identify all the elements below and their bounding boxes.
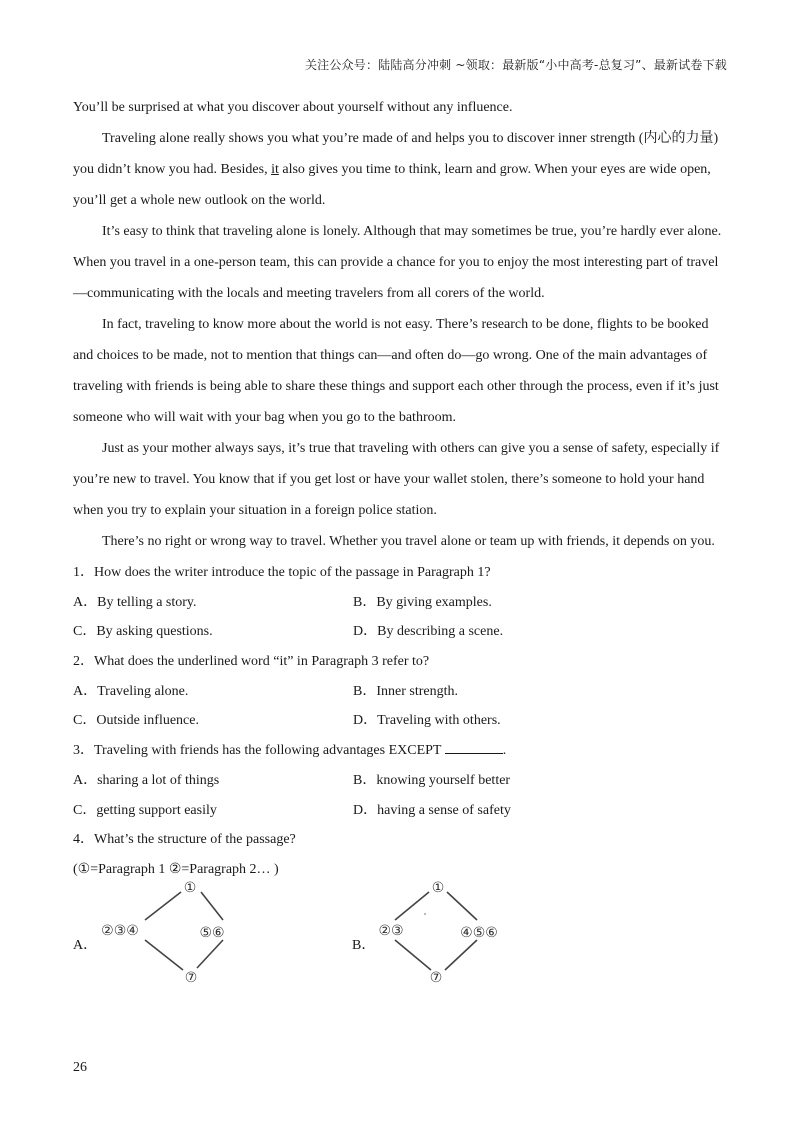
options-row	[73, 680, 728, 710]
diagram-line	[447, 892, 477, 920]
passage-line: Traveling alone really shows you what you’re made of and helps you to discover inner strength (内心的力量)	[102, 131, 719, 146]
option-c[interactable]: C．By asking questions.	[73, 624, 213, 640]
passage-line: you’re new to travel. You know that if you get lost or have your wallet stolen, there’s someone to hold your hand	[73, 472, 705, 487]
question-1: 1．How does the writer introduce the topic of the passage in Paragraph 1?	[73, 565, 491, 580]
diagram-line	[197, 940, 223, 968]
stray-dot	[424, 913, 426, 915]
page-header: 关注公众号：陆陆高分冲刺 ~领取：最新版“小中高考-总复习”、最新试卷下载	[304, 58, 727, 72]
node-left: ②③④	[101, 923, 139, 939]
node-left: ②③	[378, 923, 404, 939]
underlined-word-it: it	[271, 162, 279, 177]
passage-line: someone who will wait with your bag when you go to the bathroom.	[73, 410, 456, 425]
diagram-line	[445, 940, 477, 970]
passage-line-with-underline	[73, 158, 728, 189]
node-top: ①	[431, 880, 445, 896]
passage-line: There’s no right or wrong way to travel. Whether you travel alone or team up with friends, it depends on you.	[102, 534, 715, 549]
node-right: ④⑤⑥	[460, 925, 498, 941]
question-text: 3．Traveling with friends has the following advantages EXCEPT	[73, 743, 445, 759]
option-c[interactable]: C．getting support easily	[73, 802, 217, 818]
question-3	[73, 739, 728, 769]
question-2: 2．What does the underlined word “it” in Paragraph 3 refer to?	[73, 654, 430, 670]
text-fragment: you didn’t know you had. Besides,	[73, 162, 272, 177]
passage-line: when you try to explain your situation in a foreign police station.	[73, 503, 437, 518]
option-a[interactable]: A．Traveling alone.	[73, 683, 189, 699]
node-bottom: ⑦	[429, 970, 443, 986]
passage-line: In fact, traveling to know more about the world is not easy. There’s research to be done, flights to be booked	[102, 317, 709, 332]
structure-diagrams	[73, 874, 728, 994]
diagram-b	[373, 874, 513, 986]
option-a[interactable]: A．sharing a lot of things	[73, 772, 220, 788]
passage-line: you’ll get a whole new outlook on the world.	[73, 193, 326, 208]
option-d[interactable]: D．By describing a scene.	[353, 624, 504, 640]
passage-line: traveling with friends is being able to share these things and support each other through the process, even if it’s just	[73, 379, 719, 394]
passage-line: —communicating with the locals and meeting travelers from all corers of the world.	[73, 286, 545, 301]
passage-line: You’ll be surprised at what you discover about yourself without any influence.	[73, 100, 513, 115]
option-a-label[interactable]: A．	[73, 938, 98, 953]
diagram-line	[145, 940, 183, 970]
text-fragment: also gives you time to think, learn and grow. When your eyes are wide open,	[278, 162, 711, 177]
option-b[interactable]: B．Inner strength.	[353, 683, 458, 699]
question-end: .	[502, 743, 507, 759]
option-b[interactable]: B．By giving examples.	[353, 594, 492, 610]
passage-line: When you travel in a one-person team, this can provide a chance for you to enjoy the most interesting part of travel	[73, 255, 719, 270]
options-row	[73, 709, 728, 739]
diagram-a	[97, 874, 237, 986]
passage-line: Just as your mother always says, it’s true that traveling with others can give you a sense of safety, especially if	[102, 441, 720, 456]
passage-line: It’s easy to think that traveling alone is lonely. Although that may sometimes be true, you’re hardly ever alone.	[102, 224, 722, 239]
passage-line: and choices to be made, not to mention that things can—and often do—go wrong. One of the main advantages of	[73, 348, 708, 363]
passage-and-questions	[73, 96, 728, 888]
option-c[interactable]: C．Outside influence.	[73, 713, 199, 729]
node-bottom: ⑦	[184, 970, 198, 986]
question-4: 4．What’s the structure of the passage?	[73, 832, 296, 848]
node-top: ①	[183, 880, 197, 896]
answer-blank	[445, 739, 503, 754]
diagram-line	[145, 892, 181, 920]
option-d[interactable]: D．having a sense of safety	[353, 802, 511, 818]
options-row	[73, 620, 728, 650]
diagram-line	[395, 892, 429, 920]
diagram-line	[395, 940, 431, 970]
option-a[interactable]: A．By telling a story.	[73, 594, 197, 610]
diagram-line	[201, 892, 223, 920]
options-row	[73, 769, 728, 799]
option-d[interactable]: D．Traveling with others.	[353, 713, 501, 729]
option-b-label[interactable]: B．	[352, 938, 376, 953]
node-right: ⑤⑥	[199, 925, 225, 941]
options-row	[73, 799, 728, 829]
page-number: 26	[73, 1060, 87, 1075]
options-row	[73, 591, 728, 621]
option-b[interactable]: B．knowing yourself better	[353, 772, 511, 788]
question-4-note: (①=Paragraph 1 ②=Paragraph 2… )	[73, 861, 279, 877]
